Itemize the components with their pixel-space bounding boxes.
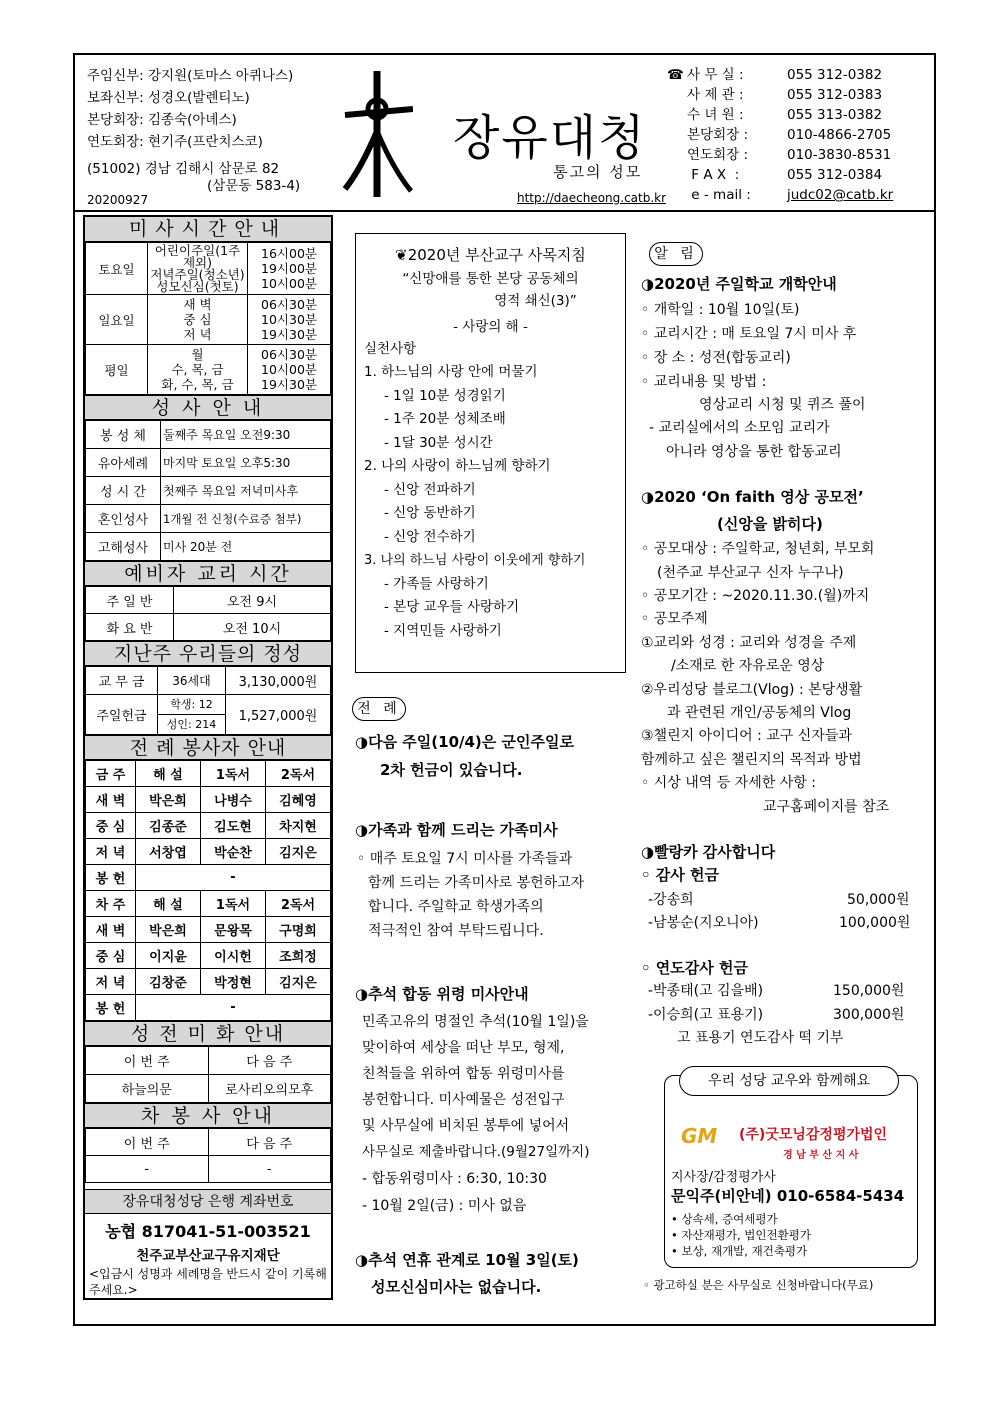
notice-title: ◑2020년 주일학교 개학안내	[641, 275, 837, 293]
contact-key: e - mail :	[687, 187, 751, 203]
liturgy-line: 봉헌합니다. 미사예물은 성전입구	[362, 1092, 565, 1108]
notice-line: ◦ 시상 내역 등 자세한 사항 :	[641, 775, 816, 791]
notice-line: 아니라 영상을 통한 합동교리	[666, 444, 842, 460]
driver-header: 이 번 주	[86, 1129, 209, 1156]
liturgy-notice-title: ◑추석 합동 위령 미사안내	[355, 985, 529, 1003]
ad-service-item: • 보상, 재개발, 재건축평가	[671, 1244, 808, 1258]
contact-key: 본당회장 :	[687, 127, 749, 143]
donation-heading: ◦ 연도감사 헌금	[641, 959, 748, 977]
bank-account: 농협 817041-51-003521	[105, 1222, 311, 1241]
sacrament-key: 고해성사	[86, 533, 161, 561]
offering-key: 주일헌금	[86, 695, 158, 735]
phone-icon: ☎	[667, 67, 684, 83]
pastoral-line: - 1주 20분 성체조배	[384, 411, 506, 427]
day-label: 토요일	[86, 243, 148, 295]
mass-names: 어린이주일(1주제외) 저녁주일(청소년) 성모신심(첫토)	[148, 243, 248, 295]
pastoral-line: 3. 나의 하느님 사랑이 이웃에게 향하기	[364, 553, 586, 568]
email-link[interactable]: judc02@catb.kr	[787, 187, 894, 203]
issue-date: 20200927	[87, 193, 149, 207]
servers-cell: 김지은	[266, 839, 331, 865]
servers-header: 해 설	[136, 761, 201, 787]
servers-table	[85, 760, 331, 1021]
parish-url-link[interactable]: http://daecheong.catb.kr	[517, 191, 667, 205]
driver-value: -	[208, 1156, 331, 1183]
parish-title: 장유대청	[453, 110, 647, 166]
servers-cell: 김지은	[266, 969, 331, 995]
servers-header: 1독서	[201, 891, 266, 917]
liturgy-line: 적극적인 참여 부탁드립니다.	[368, 923, 544, 939]
catechumen-table	[85, 586, 331, 641]
liturgy-line: 친척들을 위하여 합동 위령미사를	[362, 1066, 565, 1082]
servers-cell: 박순찬	[201, 839, 266, 865]
company-name: (주)굿모닝감정평가법인	[739, 1127, 888, 1143]
offering-count: 36세대	[158, 667, 226, 695]
notice-line: 함께하고 싶은 챌린지의 목적과 방법	[641, 752, 862, 768]
pastoral-line: 1. 하느님의 사랑 안에 머물기	[364, 364, 538, 380]
company-branch: 경 남 부 산 지 사	[783, 1150, 859, 1161]
pastoral-line: - 본당 교우들 사랑하기	[384, 599, 520, 615]
liturgy-notice-title: ◑가족과 함께 드리는 가족미사	[355, 821, 558, 839]
notice-line: ①교리와 성경 : 교리와 성경을 주제	[641, 635, 857, 651]
servers-cell: 중 심	[86, 943, 136, 969]
notice-line: ◦ 개학일 : 10월 10일(토)	[641, 302, 800, 318]
parish-subtitle: 통고의 성모	[553, 163, 643, 181]
liturgy-notice: ◑다음 주일(10/4)은 군인주일로	[355, 733, 574, 751]
class-key: 화 요 반	[86, 614, 174, 641]
servers-cell: 저 녁	[86, 969, 136, 995]
servers-cell: 김창준	[136, 969, 201, 995]
donor-name: -강송희	[648, 892, 694, 908]
contact-value: 055 312-0382	[787, 67, 883, 83]
offering-count: 학생: 12	[158, 695, 226, 715]
contact-value: 010-3830-8531	[787, 147, 892, 163]
donor-amount: 50,000원	[847, 892, 910, 908]
liturgy-line: 민족고유의 명절인 추석(10월 1일)을	[362, 1014, 589, 1030]
class-key: 주 일 반	[86, 587, 174, 614]
sacrament-key: 혼인성사	[86, 505, 161, 533]
ad-box	[664, 1075, 918, 1268]
mass-names: 새 벽 중 심 저 녁	[148, 295, 248, 345]
pastoral-line: - 1달 30분 성시간	[384, 434, 493, 451]
donor-name: -이승희(고 표용기)	[648, 1007, 764, 1023]
contact-key: 연도회장 :	[687, 147, 749, 163]
servers-cell: 저 녁	[86, 839, 136, 865]
servers-header: 2독서	[266, 761, 331, 787]
notice-line: ③챌린지 아이디어 : 교구 신자들과	[641, 728, 852, 744]
pastoral-line: - 신앙 동반하기	[384, 505, 476, 521]
liturgy-line: 합니다. 주일학교 학생가족의	[368, 899, 544, 915]
donation-note: 고 표용기 연도감사 떡 기부	[677, 1030, 844, 1046]
servers-title: 전 례 봉사자 안내	[85, 735, 331, 760]
catechumen-title: 예비자 교리 시간	[85, 561, 331, 586]
liturgy-notice: 2차 헌금이 있습니다.	[380, 761, 523, 779]
mass-times: 16시00분 19시00분 10시00분	[248, 243, 331, 295]
pastoral-quote: “신망애를 통한 본당 공동체의	[402, 270, 579, 287]
liturgy-line: - 10월 2일(금) : 미사 없음	[362, 1198, 527, 1214]
sacrament-table	[85, 420, 331, 561]
mass-times: 06시30분 10시30분 19시30분	[248, 295, 331, 345]
servers-cell: 조희정	[266, 943, 331, 969]
notice-title: ◑2020 ‘On faith 영상 공모전’	[641, 488, 864, 506]
servers-header: 2독서	[266, 891, 331, 917]
donor-amount: 300,000원	[833, 1007, 905, 1023]
pastoral-line: - 신앙 전수하기	[384, 528, 476, 545]
donor-amount: 150,000원	[833, 983, 905, 999]
pastoral-line: - 1일 10분 성경읽기	[384, 387, 506, 404]
liturgy-line: ◦ 매주 토요일 7시 미사를 가족들과	[357, 851, 573, 867]
contact-value: 055 312-0383	[787, 87, 883, 103]
clergy-line: 연도회장: 현기주(프란치스코)	[87, 134, 263, 150]
class-value: 오전 9시	[174, 587, 331, 614]
notice-line: 영상교리 시청 및 퀴즈 풀이	[699, 397, 866, 413]
servers-cell: 김도현	[201, 813, 266, 839]
sacrament-value: 둘째주 목요일 오전9:30	[161, 421, 331, 449]
liturgy-line: 함께 드리는 가족미사로 봉헌하고자	[368, 875, 585, 891]
servers-cell: 김종준	[136, 813, 201, 839]
bank-info	[85, 1214, 331, 1298]
servers-cell: 봉 헌	[86, 865, 136, 891]
contact-key: 사 제 관 :	[687, 87, 744, 103]
notice-title: ◑빨랑카 감사합니다	[641, 843, 776, 861]
day-label: 일요일	[86, 295, 148, 345]
servers-cell: 문왕목	[201, 917, 266, 943]
pastoral-line: - 신앙 전파하기	[384, 481, 476, 498]
pastoral-quote: 영적 쇄신(3)”	[494, 292, 577, 309]
servers-cell: 박은희	[136, 787, 201, 813]
notice-line: ◦ 장 소 : 성전(합동교리)	[641, 350, 791, 366]
servers-cell: 새 벽	[86, 787, 136, 813]
sacrament-key: 성 시 간	[86, 477, 161, 505]
donor-name: -박종태(고 김을배)	[648, 983, 764, 999]
clergy-info	[87, 65, 300, 195]
driver-title: 차 봉 사 안내	[85, 1103, 331, 1128]
offering-amount: 1,527,000원	[226, 695, 331, 735]
servers-cell: 서창엽	[136, 839, 201, 865]
flower-header: 이 번 주	[86, 1047, 209, 1075]
contact-key: 사 무 실 :	[687, 67, 744, 83]
pastoral-year: - 사랑의 해 -	[453, 318, 528, 335]
bulletin-page	[73, 53, 936, 1326]
sacrament-value: 1개월 전 신청(수료증 첨부)	[161, 505, 331, 533]
notice-line: ◦ 공모주제	[641, 611, 708, 627]
address-line: (51002) 경남 김해시 삼문로 82	[87, 161, 280, 177]
company-logo-icon: GM	[681, 1124, 718, 1148]
clergy-line: 주임신부: 강지원(토마스 아퀴나스)	[87, 68, 294, 84]
bulletin-header	[75, 55, 934, 212]
bank-title: 장유대청성당 은행 계좌번호	[85, 1189, 331, 1214]
servers-cell: 김혜영	[266, 787, 331, 813]
liturgy-label: 전 례	[352, 697, 406, 721]
mass-times-title: 미사시간안내	[85, 217, 331, 242]
driver-table	[85, 1128, 331, 1183]
clergy-line: 본당회장: 김종숙(아녜스)	[87, 112, 237, 128]
notice-line: /소재로 한 자유로운 영상	[671, 658, 825, 674]
ad-role: 지사장/감정평가사	[671, 1170, 776, 1185]
ad-contact[interactable]: 문익주(비안네) 010-6584-5434	[671, 1187, 905, 1205]
address-line: (삼문동 583-4)	[207, 178, 301, 194]
ad-services	[671, 1211, 811, 1259]
offering-count: 성인: 214	[158, 715, 226, 735]
donor-amount: 100,000원	[839, 915, 911, 931]
notice-title: (신앙을 밝히다)	[717, 515, 823, 533]
servers-cell: 차지현	[266, 813, 331, 839]
pastoral-line: - 지역민들 사랑하기	[384, 622, 502, 639]
notice-line: ②우리성당 블로그(Vlog) : 본당생활	[641, 682, 863, 698]
pastoral-heading: 실천사항	[364, 340, 417, 357]
cross-logo-icon	[343, 69, 413, 199]
ornament-icon: ❦	[395, 246, 408, 264]
servers-header: 금 주	[86, 761, 136, 787]
notice-line: (천주교 부산교구 신자 누구나)	[657, 565, 844, 581]
donor-name: -남봉순(지오니아)	[648, 915, 759, 931]
ad-title: 우리 성당 교우와 함께해요	[679, 1066, 899, 1096]
notice-line: ◦ 교리시간 : 매 토요일 7시 미사 후	[641, 326, 857, 342]
class-value: 오전 10시	[174, 614, 331, 641]
ad-service-item: • 상속세, 증여세평가	[671, 1212, 778, 1226]
contact-list	[667, 65, 894, 205]
driver-value: -	[86, 1156, 209, 1183]
servers-cell: 박은희	[136, 917, 201, 943]
mass-times: 06시30분 10시00분 19시30분	[248, 345, 331, 395]
flower-value: 하늘의문	[86, 1075, 209, 1103]
driver-header: 다 음 주	[208, 1129, 331, 1156]
offering-key: 교 무 금	[86, 667, 158, 695]
contact-value: 055 312-0384	[787, 167, 883, 183]
notice-line: 교구홈페이지를 참조	[763, 799, 890, 815]
contact-value: 010-4866-2705	[787, 127, 892, 143]
contact-key: F A X :	[687, 167, 740, 183]
servers-cell: -	[136, 995, 331, 1021]
servers-cell: 박정현	[201, 969, 266, 995]
servers-cell: -	[136, 865, 331, 891]
bank-note: <입금시 성명과 세례명을 반드시 같이 기록해 주세요.>	[89, 1267, 327, 1297]
mass-times-table	[85, 242, 331, 395]
info-column	[83, 215, 333, 1300]
bank-holder: 천주교부산교구유지재단	[136, 1248, 280, 1264]
pastoral-line: - 가족들 사랑하기	[384, 575, 489, 592]
notice-line: ◦ 공모대상 : 주일학교, 청년회, 부모회	[641, 541, 875, 557]
servers-header: 1독서	[201, 761, 266, 787]
sacrament-key: 봉 성 체	[86, 421, 161, 449]
pastoral-title: ❦2020년 부산교구 사목지침	[395, 246, 586, 264]
notice-label: 알 림	[649, 242, 703, 266]
sacrament-value: 마지막 토요일 오후5:30	[161, 449, 331, 477]
offering-title: 지난주 우리들의 정성	[85, 641, 331, 666]
sacrament-title: 성 사 안 내	[85, 395, 331, 420]
liturgy-notice: 성모신심미사는 없습니다.	[371, 1278, 542, 1296]
contact-value: 055 313-0382	[787, 107, 883, 123]
donation-heading: ◦ 감사 헌금	[641, 866, 719, 884]
contact-key: 수 녀 원 :	[687, 107, 744, 123]
notice-line: 과 관련된 개인/공동체의 Vlog	[667, 705, 852, 721]
liturgy-line: 및 사무실에 비치된 봉투에 넣어서	[362, 1118, 570, 1134]
servers-cell: 중 심	[86, 813, 136, 839]
ad-footnote: ◦ 광고하실 분은 사무실로 신청바랍니다(무료)	[643, 1278, 874, 1292]
servers-cell: 이지윤	[136, 943, 201, 969]
notice-line: ◦ 공모기간 : ~2020.11.30.(월)까지	[641, 588, 870, 604]
flower-table	[85, 1046, 331, 1103]
sacrament-key: 유아세례	[86, 449, 161, 477]
liturgy-line: - 합동위령미사 : 6:30, 10:30	[362, 1171, 547, 1187]
pastoral-box	[355, 233, 626, 673]
sacrament-value: 첫째주 목요일 저녁미사후	[161, 477, 331, 505]
flower-value: 로사리오의모후	[208, 1075, 331, 1103]
offering-table	[85, 666, 331, 735]
liturgy-line: 맞이하여 세상을 떠난 부모, 형제,	[362, 1040, 565, 1056]
servers-header: 해 설	[136, 891, 201, 917]
flower-header: 다 음 주	[208, 1047, 331, 1075]
notice-line: - 교리실에서의 소모임 교리가	[649, 420, 830, 436]
servers-cell: 봉 헌	[86, 995, 136, 1021]
servers-cell: 이시헌	[201, 943, 266, 969]
servers-cell: 새 벽	[86, 917, 136, 943]
ad-service-item: • 자산재평가, 법인전환평가	[671, 1228, 811, 1242]
notice-line: ◦ 교리내용 및 방법 :	[641, 374, 767, 390]
offering-amount: 3,130,000원	[226, 667, 331, 695]
pastoral-line: 2. 나의 사랑이 하느님께 향하기	[364, 458, 551, 474]
mass-names: 월 수, 목, 금 화, 수, 목, 금	[148, 345, 248, 395]
flower-title: 성 전 미 화 안내	[85, 1021, 331, 1046]
sacrament-value: 미사 20분 전	[161, 533, 331, 561]
liturgy-notice: ◑추석 연휴 관계로 10월 3일(토)	[355, 1251, 579, 1269]
liturgy-line: 사무실로 제출바랍니다.(9월27일까지)	[362, 1144, 590, 1160]
servers-header: 차 주	[86, 891, 136, 917]
day-label: 평일	[86, 345, 148, 395]
servers-cell: 구명희	[266, 917, 331, 943]
servers-cell: 나병수	[201, 787, 266, 813]
clergy-line: 보좌신부: 성경오(발렌티노)	[87, 90, 250, 106]
